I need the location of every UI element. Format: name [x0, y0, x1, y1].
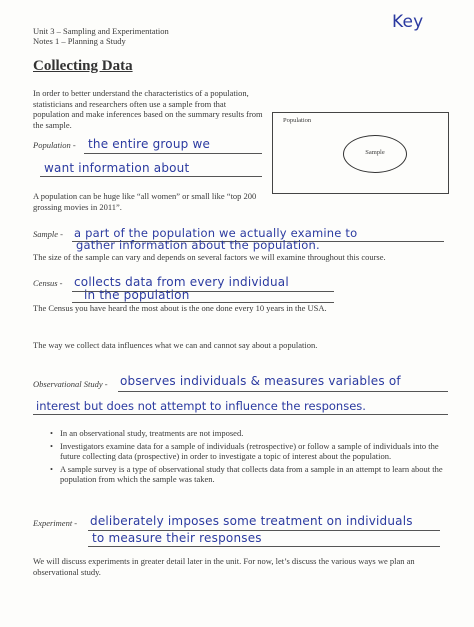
page-title: Collecting Data: [33, 58, 133, 74]
list-item: • In an observational study, treatments are not imposed.: [50, 428, 450, 439]
experiment-note: We will discuss experiments in greater detail later in the unit. For now, let’s discuss the various ways we plan an observational study.: [33, 556, 415, 577]
observational-bullets: [50, 428, 450, 487]
notes-heading: Notes 1 – Planning a Study: [33, 36, 126, 46]
population-note: A population can be huge like “all women” or small like “top 200 grossing movies in 2011”.: [33, 191, 257, 212]
observational-study-term: Observational Study -: [33, 379, 108, 389]
census-term: Census -: [33, 278, 63, 288]
sample-ellipse: [343, 135, 407, 173]
population-diagram: [272, 112, 449, 194]
sample-answer-1: a part of the population we actually examine to: [74, 226, 358, 240]
census-note: The Census you have heard the most about is the one done every 10 years in the USA.: [33, 303, 327, 313]
population-answer-line-2: [40, 176, 262, 177]
census-answer-1: collects data from every individual: [74, 275, 289, 289]
census-answer-2: in the population: [84, 288, 190, 302]
experiment-term: Experiment -: [33, 518, 78, 528]
population-term: Population -: [33, 140, 76, 150]
observational-answer-1: observes individuals & measures variables of: [120, 374, 401, 388]
diagram-population-label: Population: [283, 117, 312, 124]
intro-paragraph: In order to better understand the characteristics of a population, statisticians and researchers often use a sample from that population and make inferences based on the summary results from the sample.: [33, 88, 263, 130]
unit-heading: Unit 3 – Sampling and Experimentation: [33, 26, 169, 36]
experiment-answer-line-2: [88, 546, 440, 547]
experiment-answer-2: to measure their responses: [92, 531, 262, 545]
population-answer-2: want information about: [44, 161, 190, 175]
observational-answer-2: interest but does not attempt to influence the responses.: [36, 399, 366, 413]
sample-note: The size of the sample can vary and depends on several factors we will examine throughout this course.: [33, 252, 386, 262]
diagram-sample-label: Sample: [365, 149, 385, 156]
list-item: • A sample survey is a type of observational study that collects data from a sample in an attempt to learn about the population from which the sample was taken.: [50, 464, 450, 485]
sample-term: Sample -: [33, 229, 63, 239]
experiment-answer-1: deliberately imposes some treatment on individuals: [90, 514, 413, 528]
population-answer-line-1: [84, 153, 262, 154]
answer-key-mark: Key: [392, 12, 424, 32]
transition-sentence: The way we collect data influences what we can and cannot say about a population.: [33, 340, 318, 350]
observational-answer-line-1: [118, 391, 448, 392]
population-answer-1: the entire group we: [88, 137, 211, 151]
list-item: • Investigators examine data for a sample of individuals (retrospective) or follow a sample of individuals into the future collecting data (prospective) in order to investigate a topic of interest about the population.: [50, 441, 450, 462]
observational-answer-line-2: [33, 414, 448, 415]
sample-answer-2: gather information about the population.: [76, 238, 320, 252]
